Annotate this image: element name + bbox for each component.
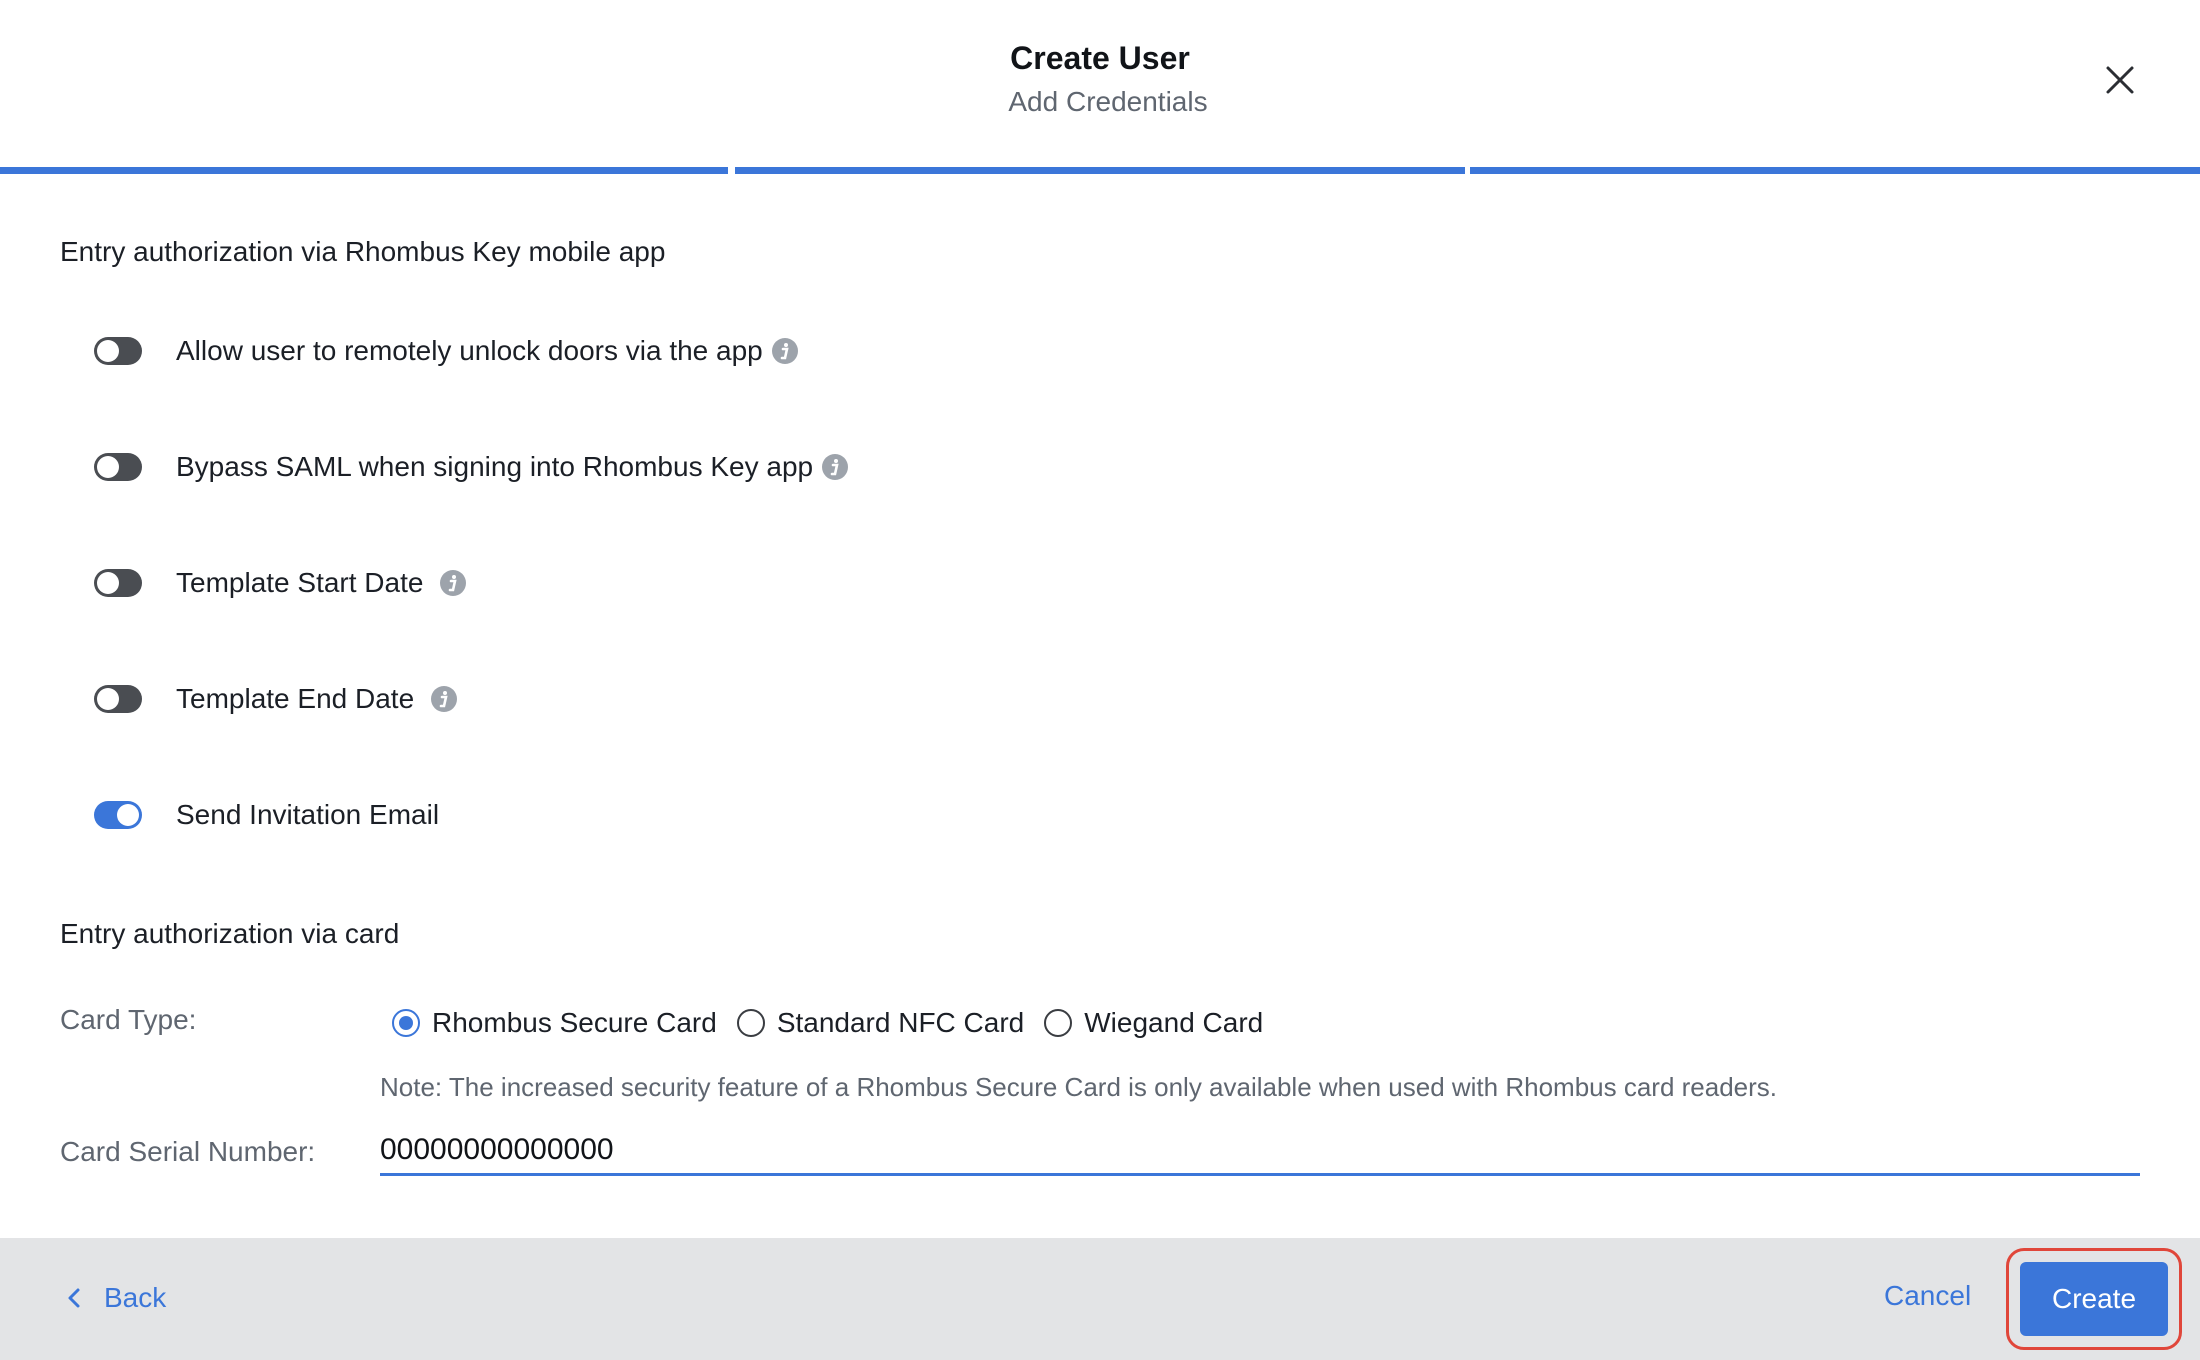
card-type-radio-group (392, 1003, 1283, 1043)
radio-label: Standard NFC Card (776, 1007, 1025, 1038)
card-serial-number-input[interactable] (380, 1126, 2140, 1176)
mobile-section-title: Entry authorization via Rhombus Key mobile app (60, 236, 666, 267)
toggle-label: Template Start Date (176, 567, 424, 598)
cancel-button[interactable]: Cancel (1884, 1280, 1972, 1311)
info-icon[interactable] (439, 569, 467, 597)
modal-title: Create User (1010, 40, 1190, 76)
radio-button[interactable] (392, 1009, 420, 1037)
close-icon (2100, 60, 2140, 100)
modal-subtitle: Add Credentials (1008, 86, 1208, 117)
close-button[interactable] (2100, 60, 2140, 100)
card-type-rhombus-secure[interactable] (392, 1007, 717, 1039)
radio-button[interactable] (1044, 1009, 1072, 1037)
toggle-row-remote-unlock (94, 331, 799, 371)
modal-header (0, 0, 2200, 168)
toggle-label: Template End Date (176, 683, 415, 714)
progress-step-3 (1470, 167, 2200, 174)
card-type-label: Card Type: (60, 1004, 197, 1035)
radio-label: Wiegand Card (1084, 1007, 1264, 1038)
template-start-date-toggle[interactable] (94, 569, 142, 597)
radio-button[interactable] (737, 1009, 765, 1037)
card-type-wiegand[interactable] (1044, 1007, 1263, 1039)
modal-footer (0, 1238, 2200, 1360)
info-icon[interactable] (821, 453, 849, 481)
step-progress-bar (0, 167, 2200, 175)
back-label: Back (104, 1282, 167, 1313)
toggle-label: Bypass SAML when signing into Rhombus Key app (176, 451, 814, 482)
template-end-date-toggle[interactable] (94, 685, 142, 713)
card-serial-number-label: Card Serial Number: (60, 1136, 316, 1167)
toggle-row-template-end-date (94, 679, 458, 719)
radio-label: Rhombus Secure Card (432, 1007, 717, 1038)
card-type-standard-nfc[interactable] (737, 1007, 1024, 1039)
send-invitation-email-toggle[interactable] (94, 801, 142, 829)
back-button[interactable] (64, 1278, 166, 1318)
remote-unlock-toggle[interactable] (94, 337, 142, 365)
toggle-label: Allow user to remotely unlock doors via the app (176, 335, 763, 366)
toggle-row-bypass-saml (94, 447, 849, 487)
progress-step-1 (0, 167, 728, 174)
toggle-row-send-invitation-email (94, 795, 439, 835)
progress-step-2 (735, 167, 1465, 174)
info-icon[interactable] (430, 685, 458, 713)
create-button[interactable]: Create (2020, 1262, 2168, 1336)
info-icon[interactable] (771, 337, 799, 365)
toggle-row-template-start-date (94, 563, 467, 603)
toggle-label: Send Invitation Email (176, 799, 440, 830)
chevron-left-icon (64, 1286, 84, 1310)
bypass-saml-toggle[interactable] (94, 453, 142, 481)
card-section-title: Entry authorization via card (60, 918, 400, 949)
secure-card-note: Note: The increased security feature of a Rhombus Secure Card is only available when used with Rhombus card readers. (380, 1072, 1778, 1102)
